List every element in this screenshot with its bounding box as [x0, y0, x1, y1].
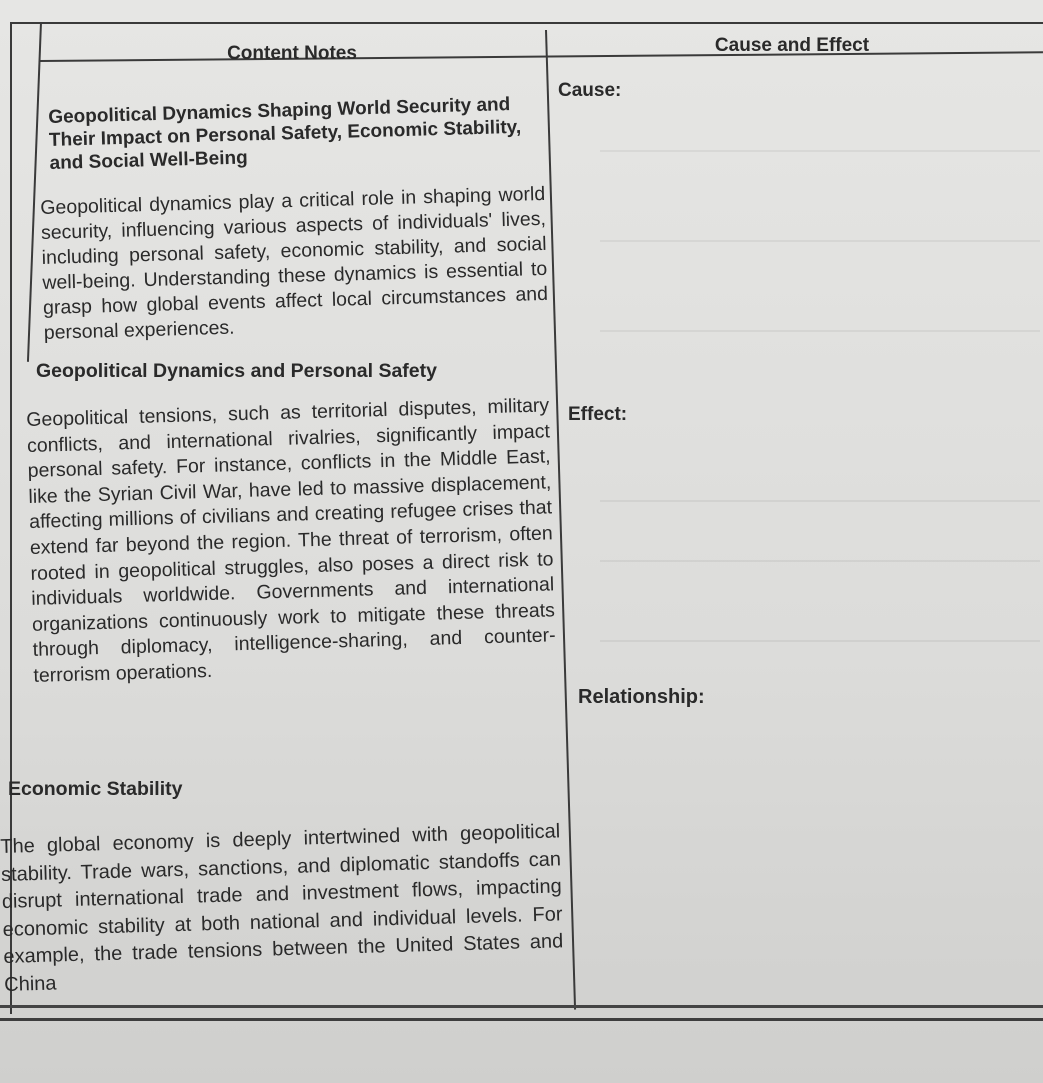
cause-label: Cause:: [558, 80, 622, 101]
section-paragraph-economic-stability: The global economy is deeply intertwined with geopolitical stability. Trade wars, sanctions, and diplomatic standoffs can disrupt international trade and investment flows, impacting economic stability at both national and individual levels. For example, the trade tensions between the United States and China: [0, 820, 564, 996]
section-paragraph-personal-safety: Geopolitical tensions, such as territorial disputes, military conflicts, and international rivalries, significantly impact personal safety. For instance, conflicts in the Middle East, like the Syrian Civil War, have led to massive displacement, affecting millions of civilians and creating refugee crises that extend far beyond the region. The threat of terrorism, often rooted in geopolitical struggles, also poses a direct risk to individuals worldwide. Governments and international organizations continuously work to mitigate these threats through diplomacy, intelligence-sharing, and counter-terrorism operations.: [26, 394, 556, 687]
cause-and-effect-header: Cause and Effect: [714, 35, 870, 56]
effect-label: Effect:: [568, 404, 628, 425]
section-heading-economic-stability: Economic Stability: [8, 778, 183, 800]
notes-intro-paragraph: Geopolitical dynamics play a critical role in shaping world security, influencing various aspects of individuals' lives, including personal safety, economic stability, and social well-being. Understanding these dynamics is essential to grasp how global events affect local circumstances and personal experiences.: [40, 182, 549, 344]
relationship-label: Relationship:: [578, 686, 705, 708]
section-heading-personal-safety: Geopolitical Dynamics and Personal Safety: [36, 360, 437, 382]
content-notes-header: Content Notes: [227, 43, 357, 64]
notes-title: Geopolitical Dynamics Shaping World Security and Their Impact on Personal Safety, Economic Stability, and Social Well-Being: [48, 94, 522, 174]
